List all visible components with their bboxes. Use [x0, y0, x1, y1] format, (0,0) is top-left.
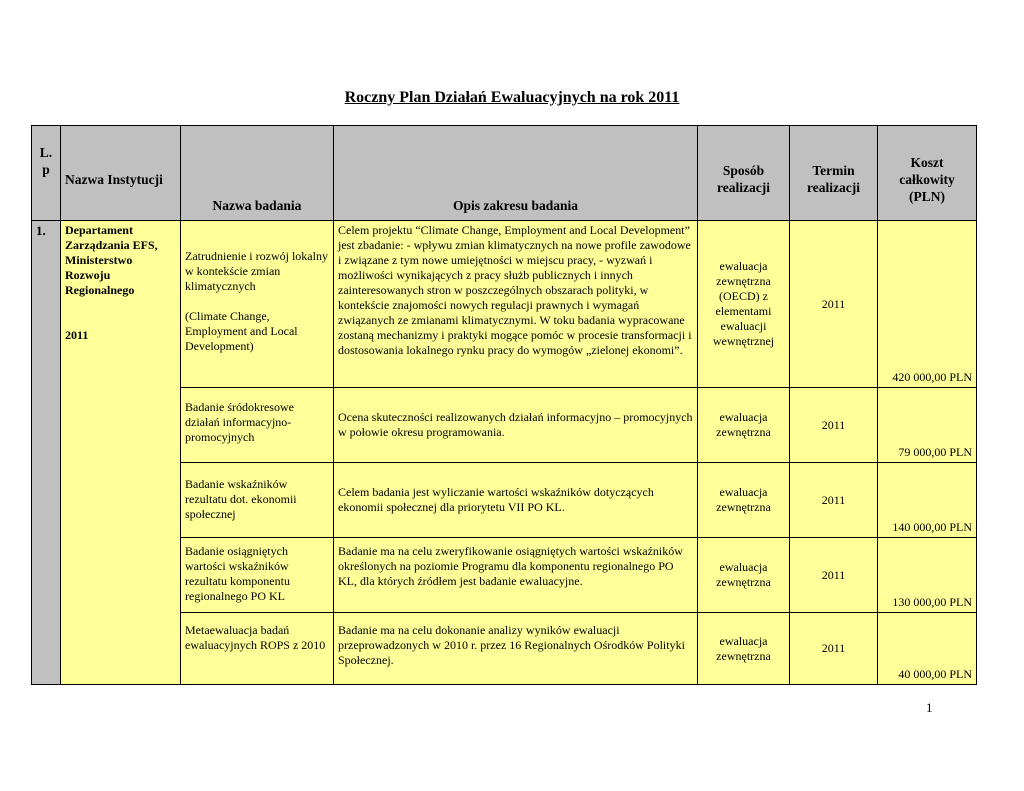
header-description: Opis zakresu badania — [334, 126, 698, 221]
description-cell: Celem badania jest wyliczanie wartości wskaźników dotyczących ekonomii społecznej dla priorytetu VII PO KL. — [334, 463, 698, 538]
method-cell: ewaluacja zewnętrzna (OECD) z elementami ewaluacji wewnętrznej — [698, 221, 790, 388]
study-name-cell: Badanie wskaźników rezultatu dot. ekonomii społecznej — [181, 463, 334, 538]
description-cell: Badanie ma na celu dokonanie analizy wyników ewaluacji przeprowadzonych w 2010 r. przez 16 Regionalnych Ośrodków Polityki Społecznej. — [334, 613, 698, 685]
cost-cell: 40 000,00 PLN — [878, 613, 977, 685]
header-study-name: Nazwa badania — [181, 126, 334, 221]
institution-cell — [61, 221, 181, 685]
page-number: 1 — [926, 700, 933, 715]
table-row — [32, 221, 977, 388]
study-name-cell: Metaewaluacja badań ewaluacyjnych ROPS z 2010 — [181, 613, 334, 685]
document-title: Roczny Plan Działań Ewaluacyjnych na rok 2011 — [344, 89, 680, 106]
institution-year: 2011 — [65, 328, 89, 342]
header-lp: L. p — [32, 126, 61, 221]
study-name-cell: Badanie śródokresowe działań informacyjno-promocyjnych — [181, 388, 334, 463]
study-name-cell — [181, 221, 334, 388]
deadline-cell: 2011 — [790, 613, 878, 685]
study-name-extra: (Climate Change, Employment and Local Development) — [185, 309, 298, 353]
header-cost: Koszt całkowity (PLN) — [878, 126, 977, 221]
study-name: Zatrudnienie i rozwój lokalny w kontekście zmian klimatycznych — [185, 249, 328, 293]
study-name-cell: Badanie osiągniętych wartości wskaźników rezultatu komponentu regionalnego PO KL — [181, 538, 334, 613]
table-header — [32, 126, 977, 221]
header-institution: Nazwa Instytucji — [61, 126, 181, 221]
cost-cell: 420 000,00 PLN — [878, 221, 977, 388]
cost-cell: 79 000,00 PLN — [878, 388, 977, 463]
deadline-cell: 2011 — [790, 221, 878, 388]
header-deadline: Termin realizacji — [790, 126, 878, 221]
cost-cell: 130 000,00 PLN — [878, 538, 977, 613]
description-cell: Ocena skuteczności realizowanych działań informacyjno – promocyjnych w połowie okresu programowania. — [334, 388, 698, 463]
deadline-cell: 2011 — [790, 388, 878, 463]
cost-cell: 140 000,00 PLN — [878, 463, 977, 538]
row-lp: 1. — [32, 221, 61, 685]
method-cell: ewaluacja zewnętrzna — [698, 613, 790, 685]
method-cell: ewaluacja zewnętrzna — [698, 388, 790, 463]
deadline-cell: 2011 — [790, 463, 878, 538]
description-cell: Badanie ma na celu zweryfikowanie osiągniętych wartości wskaźników określonych na poziomie Programu dla komponentu regionalnego PO KL, dla których źródłem jest badanie ewaluacyjne. — [334, 538, 698, 613]
header-method: Sposób realizacji — [698, 126, 790, 221]
method-cell: ewaluacja zewnętrzna — [698, 463, 790, 538]
evaluation-plan-table — [31, 125, 977, 685]
institution-name: Departament Zarządzania EFS, Ministerstwo Rozwoju Regionalnego — [65, 223, 158, 297]
method-cell: ewaluacja zewnętrzna — [698, 538, 790, 613]
deadline-cell: 2011 — [790, 538, 878, 613]
description-cell: Celem projektu “Climate Change, Employment and Local Development” jest zbadanie: - wpływu zmian klimatycznych na nowe profile zawodowe i związane z tym nowe umiejętności w miejscu pracy, - wyzwań i możliwości wynikających z pracy służb publicznych i innych zainteresowanych stron w poszczególnych obszarach polityki, w kontekście znajomości nowych regulacji prawnych i wymagań związanych ze zmianami klimatycznymi. W toku badania wypracowane zostaną mechanizmy i praktyki mogące pomóc w procesie transformacji i dostosowania lokalnego rynku pracy do wymogów „zielonej ekonomi”. — [334, 221, 698, 388]
